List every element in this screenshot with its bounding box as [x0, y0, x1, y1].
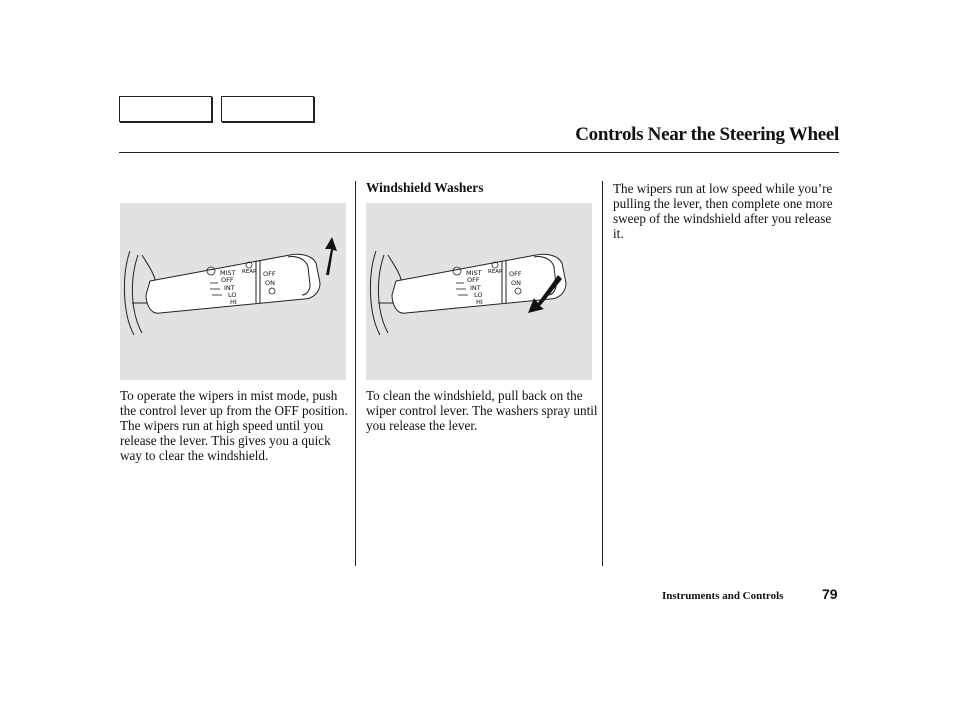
- mist-mode-paragraph: To operate the wipers in mist mode, push the control lever up from the OFF position. The wipers run at high speed until you release the lever. This gives you a quick way to clear the windshield.: [120, 388, 348, 463]
- lever-label-hi: HI: [230, 298, 237, 306]
- lever-label-rear-off: OFF: [509, 270, 522, 278]
- lever-label-int: INT: [470, 284, 481, 292]
- column-divider: [355, 181, 356, 566]
- washer-paragraph: To clean the windshield, pull back on the wiper control lever. The washers spray until you release the lever.: [366, 388, 598, 433]
- lever-label-off: OFF: [221, 276, 234, 284]
- lever-label-rear: REAR: [242, 269, 257, 275]
- lever-label-int: INT: [224, 284, 235, 292]
- section-tab-1[interactable]: [119, 96, 212, 122]
- page-title: Controls Near the Steering Wheel: [575, 124, 839, 145]
- lever-label-off: OFF: [467, 276, 480, 284]
- lever-label-lo: LO: [228, 291, 237, 299]
- low-speed-paragraph: The wipers run at low speed while you’re pulling the lever, then complete one more sweep of the windshield after you release it.: [613, 181, 833, 241]
- section-tab-2[interactable]: [221, 96, 314, 122]
- lever-label-rear-on: ON: [265, 279, 275, 287]
- footer-section-name: Instruments and Controls: [662, 590, 784, 602]
- lever-label-mist: MIST: [466, 269, 482, 277]
- lever-label-mist: MIST: [220, 269, 236, 277]
- title-rule: [119, 152, 839, 153]
- section-heading-windshield-washers: Windshield Washers: [366, 180, 484, 195]
- lever-label-lo: LO: [474, 291, 483, 299]
- wiper-lever-svg: [120, 203, 346, 380]
- lever-label-rear: REAR: [488, 269, 503, 275]
- lever-label-rear-off: OFF: [263, 270, 276, 278]
- wiper-lever-washer-illustration: [366, 203, 592, 380]
- column-divider: [602, 181, 603, 566]
- lever-label-hi: HI: [476, 298, 483, 306]
- wiper-lever-svg: [366, 203, 592, 380]
- wiper-lever-mist-illustration: [120, 203, 346, 380]
- page-number: 79: [822, 586, 838, 602]
- lever-label-rear-on: ON: [511, 279, 521, 287]
- arrow-up-icon: [325, 237, 337, 275]
